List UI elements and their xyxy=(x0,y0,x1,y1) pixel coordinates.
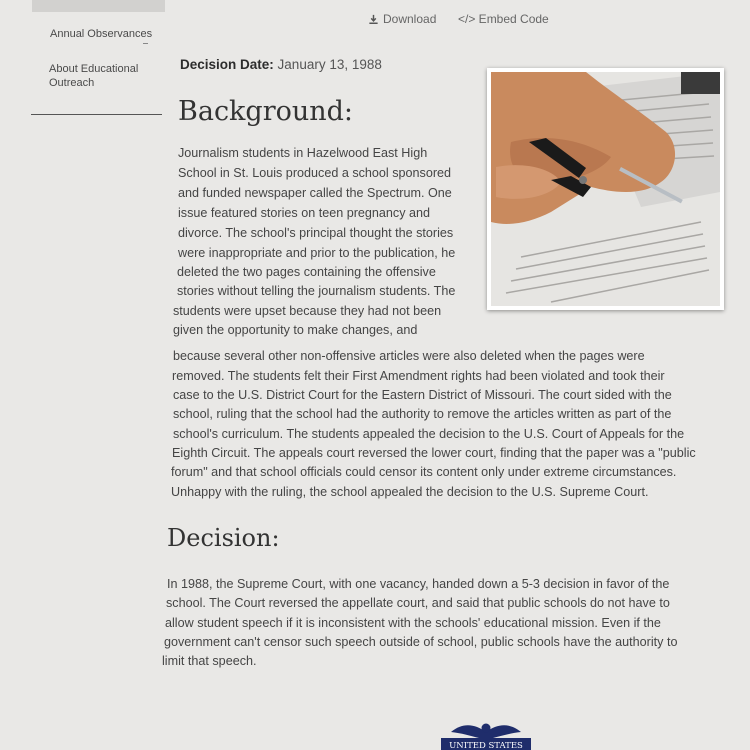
sidebar-item-educational-outreach[interactable]: About Educational Outreach xyxy=(49,63,139,89)
background-line: Journalism students in Hazelwood East High xyxy=(178,146,428,160)
seal-text: UNITED STATES xyxy=(449,741,523,750)
decision-line: school. The Court reversed the appellate court, and said that public schools do not have to xyxy=(166,596,670,610)
decision-date xyxy=(180,57,382,72)
download-button[interactable] xyxy=(368,12,436,26)
embed-code-label: </> Embed Code xyxy=(458,12,549,26)
download-label: Download xyxy=(383,12,437,26)
download-icon xyxy=(368,14,379,25)
background-line: school, ruling that the school had the authority to remove the articles written as part of the xyxy=(173,407,672,421)
sidebar-top-panel xyxy=(32,0,165,12)
sidebar-rule xyxy=(31,114,162,115)
decision-line: limit that speech. xyxy=(162,654,257,668)
scissors-newspaper-image xyxy=(491,72,720,306)
decision-line: allow student speech if it is inconsistent with the schools' educational mission. Even if the xyxy=(165,616,661,630)
sidebar-item-annual-observances[interactable]: Annual Observances xyxy=(50,28,153,40)
decision-line: government can't censor such speech outside of school, public schools have the authority to xyxy=(164,635,678,649)
background-line: given the opportunity to make changes, and xyxy=(173,323,418,337)
background-line: because several other non-offensive articles were also deleted when the pages were xyxy=(173,349,645,363)
background-line: issue featured stories on teen pregnancy and xyxy=(178,206,431,220)
background-heading: Background: xyxy=(178,96,354,127)
embed-code-button[interactable] xyxy=(458,12,549,26)
background-line: School in St. Louis produced a school sponsored xyxy=(178,166,452,180)
background-line: Unhappy with the ruling, the school appealed the decision to the U.S. Supreme Court. xyxy=(171,485,649,499)
background-line: case to the U.S. District Court for the Eastern District of Missouri. The court sided with the xyxy=(173,388,672,402)
background-line: divorce. The school's principal thought the stories xyxy=(178,226,454,240)
background-line: stories without telling the journalism students. The xyxy=(177,284,456,298)
decision-line: In 1988, the Supreme Court, with one vacancy, handed down a 5-3 decision in favor of the xyxy=(167,577,670,591)
case-photo xyxy=(487,68,724,310)
sidebar-divider-tick xyxy=(143,43,148,44)
background-line: removed. The students felt their First Amendment rights had been violated and took their xyxy=(172,369,665,383)
us-seal-logo xyxy=(427,716,545,750)
background-line: were inappropriate and prior to the publication, he xyxy=(178,246,456,260)
background-line: forum" and that school officials could censor its content only under extreme circumstances. xyxy=(171,465,677,479)
decision-date-value: January 13, 1988 xyxy=(277,57,382,72)
background-line: Eighth Circuit. The appeals court reversed the lower court, finding that the paper was a "public xyxy=(172,446,696,460)
background-line: students were upset because they had not been xyxy=(173,304,442,318)
background-line: deleted the two pages containing the offensive xyxy=(177,265,436,279)
decision-date-label: Decision Date: xyxy=(180,57,274,72)
decision-heading: Decision: xyxy=(167,524,280,552)
background-line: and funded newspaper called the Spectrum. One xyxy=(178,186,452,200)
background-line: school's curriculum. The students appealed the decision to the U.S. Court of Appeals for the xyxy=(173,427,685,441)
